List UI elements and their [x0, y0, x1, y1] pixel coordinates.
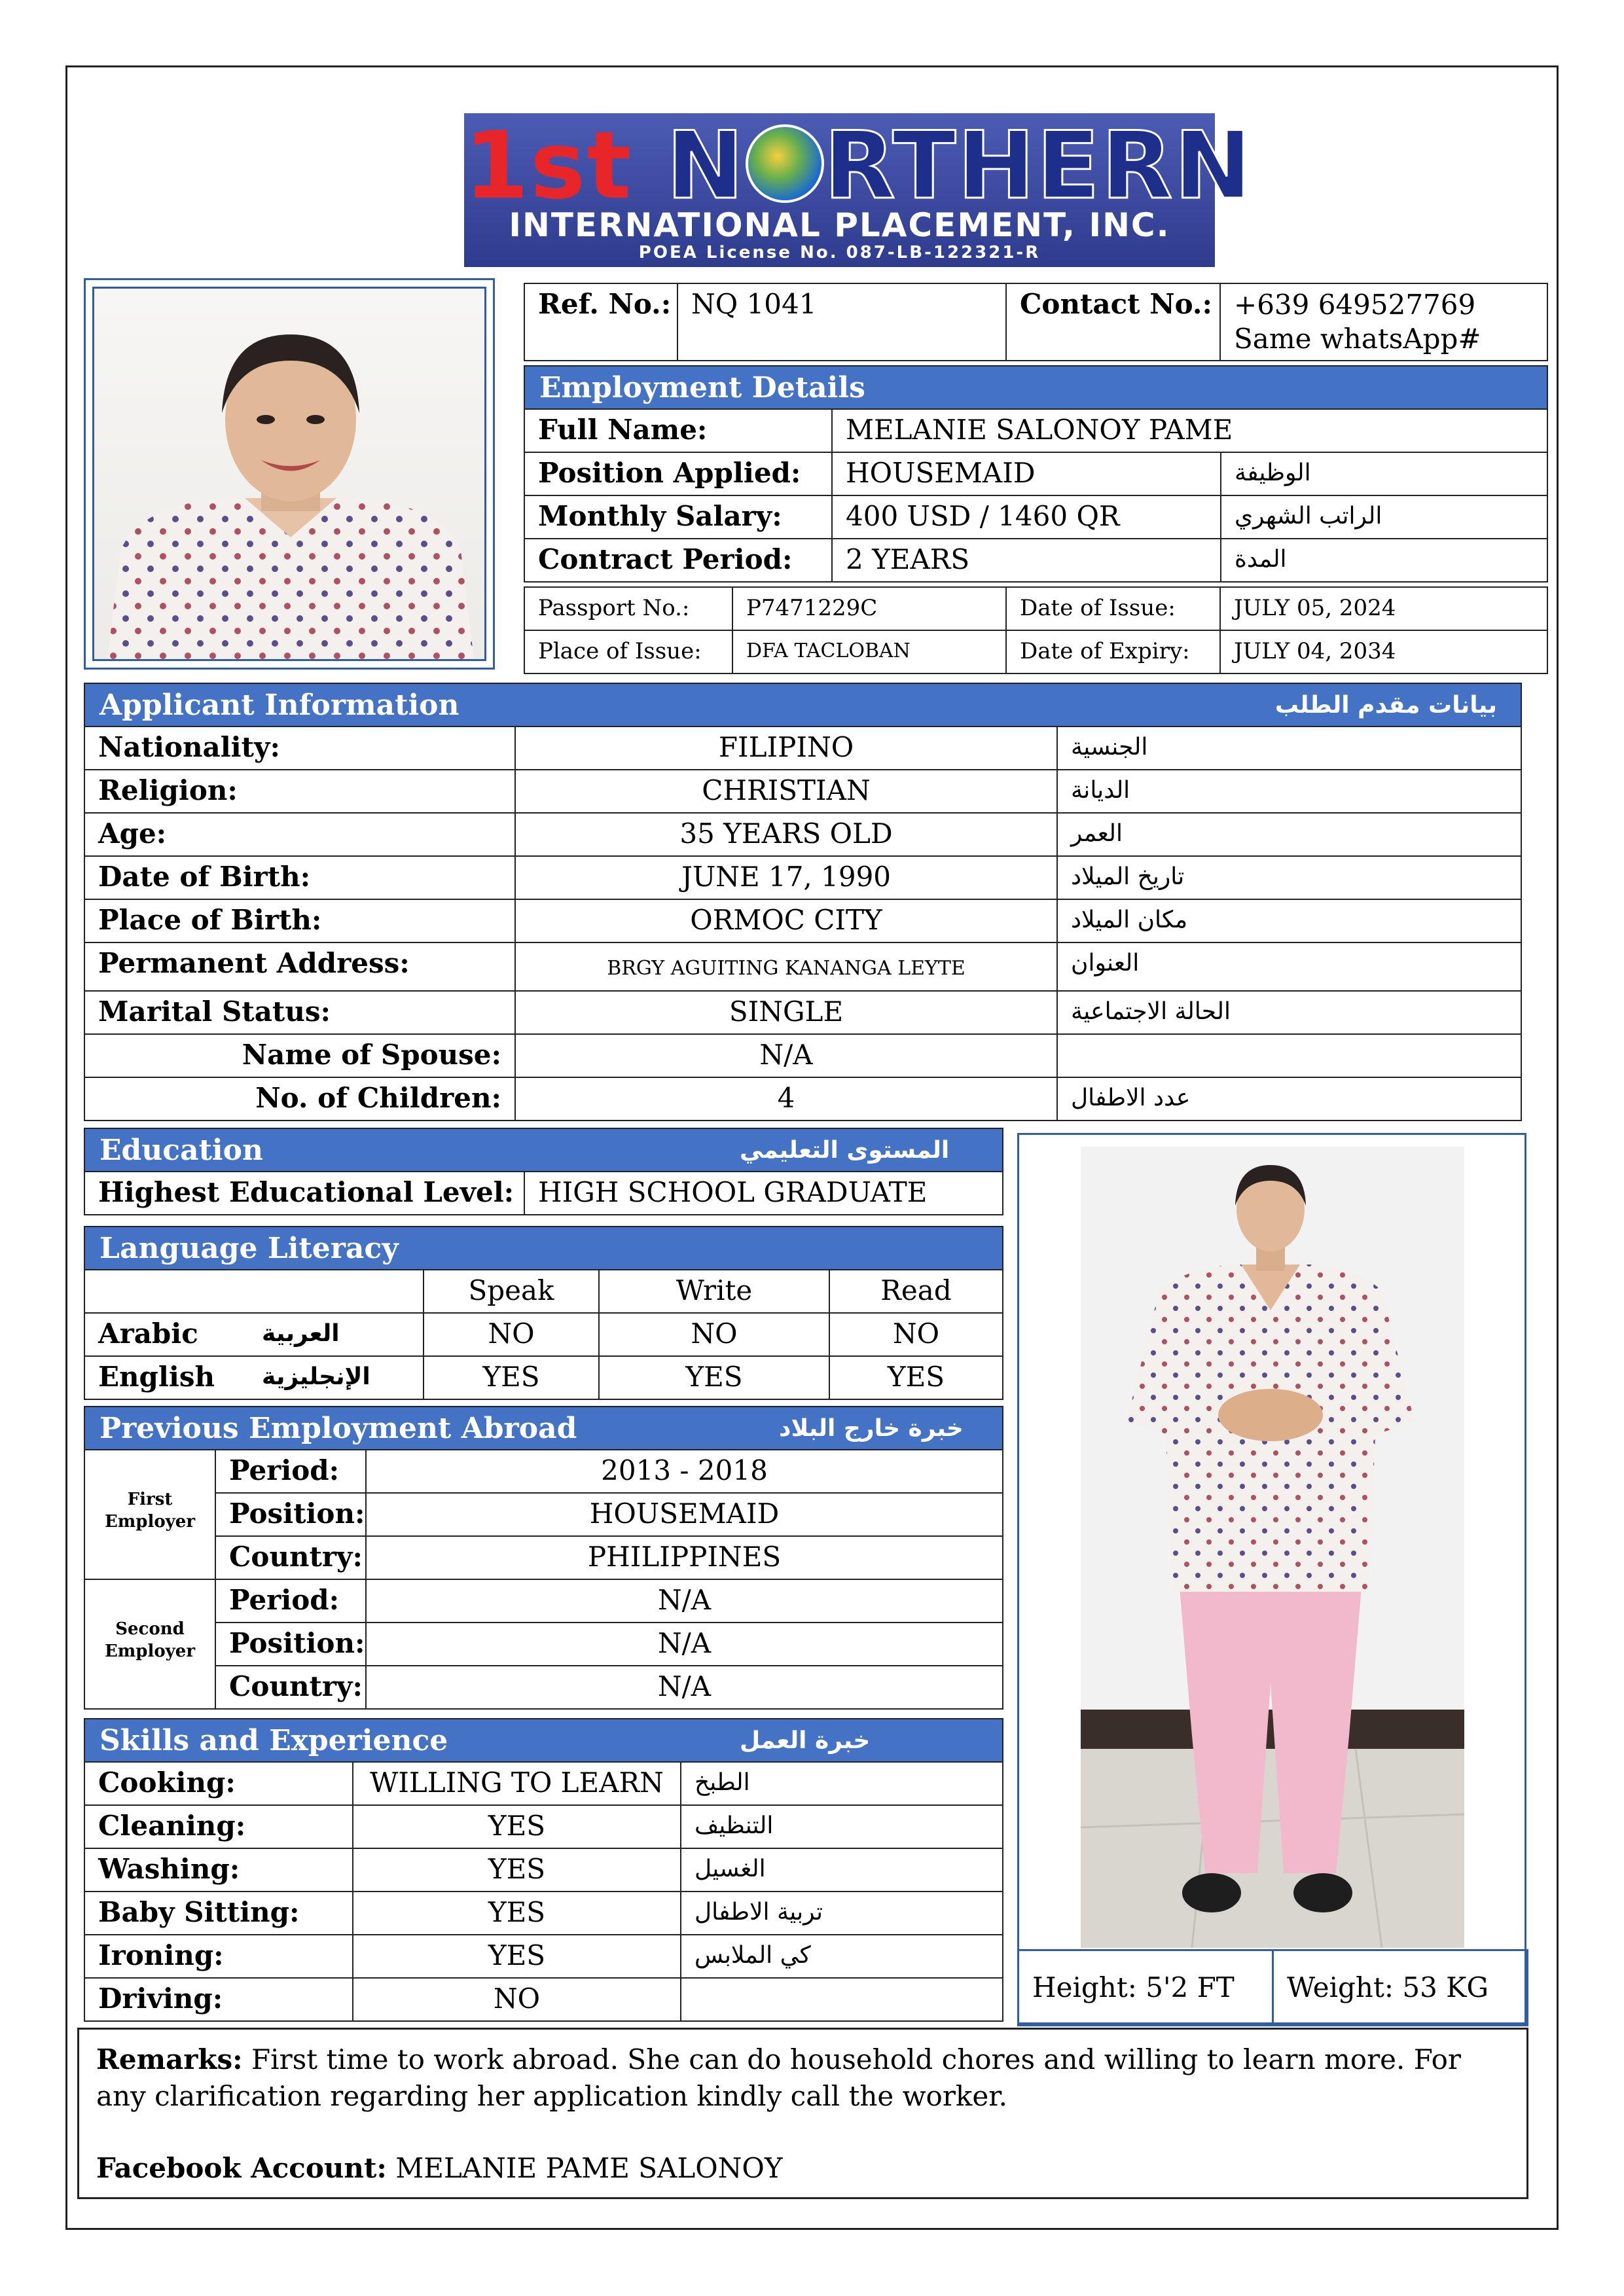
remarks-text: First time to work abroad. She can do household chores and willing to learn more. For any clarification regarding her application kindly call the worker. — [96, 2043, 1461, 2112]
education-title: Education — [99, 1134, 263, 1167]
skills-experience-header — [84, 1718, 1003, 1763]
baby-sitting-label: Baby Sitting: — [84, 1891, 353, 1935]
facebook-value: MELANIE PAME SALONOY — [395, 2152, 783, 2184]
headshot-photo — [92, 287, 486, 661]
ironing-arabic: كي الملابس — [680, 1934, 1003, 1979]
no-of-children-label: No. of Children: — [84, 1077, 516, 1121]
ref-value: NQ 1041 — [677, 283, 1007, 361]
monthly-salary-label: Monthly Salary: — [524, 495, 833, 539]
logo-n: N — [666, 112, 746, 220]
cooking-value: WILLING TO LEARN — [352, 1761, 681, 1806]
contact-note: Same whatsApp# — [1234, 323, 1481, 355]
skills-experience-title-arabic: خبرة العمل — [740, 1727, 871, 1754]
second-employer-country-label: Country: — [215, 1665, 367, 1710]
full-body-illustration — [1081, 1147, 1464, 1948]
first-employer-position-value: HOUSEMAID — [365, 1492, 1003, 1537]
facebook-line — [96, 2150, 1509, 2187]
english-language-cell — [84, 1355, 424, 1400]
contract-period-label: Contract Period: — [524, 538, 833, 583]
driving-arabic — [680, 1977, 1003, 2022]
second-employer-position-value: N/A — [365, 1622, 1003, 1666]
age-arabic: العمر — [1056, 812, 1522, 857]
english-language-arabic: الإنجليزية — [262, 1363, 370, 1390]
full-body-photo-frame — [1017, 1133, 1526, 2024]
passport-no-label: Passport No.: — [524, 586, 733, 631]
full-name-label: Full Name: — [524, 408, 833, 453]
place-of-issue-label: Place of Issue: — [524, 630, 733, 674]
date-of-issue-label: Date of Issue: — [1005, 586, 1221, 631]
place-of-birth-label: Place of Birth: — [84, 899, 516, 943]
contact-number: +639 649527769 — [1234, 289, 1476, 321]
arabic-language-cell — [84, 1312, 424, 1357]
age-value: 35 YEARS OLD — [514, 812, 1058, 857]
headshot-photo-frame — [84, 278, 495, 670]
first-employer-position-label: Position: — [215, 1492, 367, 1537]
education-header — [84, 1128, 1003, 1172]
english-speak: YES — [423, 1355, 600, 1400]
cleaning-value: YES — [352, 1804, 681, 1849]
english-write: YES — [598, 1355, 830, 1400]
position-applied-value: HOUSEMAID — [831, 452, 1221, 496]
headshot-illustration — [94, 289, 484, 659]
monthly-salary-arabic: الراتب الشهري — [1220, 495, 1548, 539]
first-employer-country-value: PHILIPPINES — [365, 1535, 1003, 1580]
arabic-language-arabic: العربية — [262, 1320, 340, 1347]
arabic-read: NO — [829, 1312, 1003, 1357]
no-of-children-arabic: عدد الاطفال — [1056, 1077, 1522, 1121]
language-corner-cell — [84, 1269, 424, 1314]
first-employer-period-label: Period: — [215, 1449, 367, 1494]
full-body-photo — [1081, 1147, 1464, 1948]
col-speak: Speak — [423, 1269, 600, 1314]
logo-license: POEA License No. 087-LB-122321-R — [638, 243, 1041, 262]
globe-icon — [746, 124, 824, 203]
religion-label: Religion: — [84, 769, 516, 814]
ironing-value: YES — [352, 1934, 681, 1979]
agency-logo — [464, 112, 1254, 267]
date-of-expiry-label: Date of Expiry: — [1005, 630, 1221, 674]
marital-status-value: SINGLE — [514, 990, 1058, 1035]
date-of-expiry-value: JULY 04, 2034 — [1219, 630, 1548, 674]
applicant-information-title-arabic: بيانات مقدم الطلب — [1274, 692, 1497, 719]
applicant-information-header — [84, 683, 1522, 727]
logo-1st: 1st — [464, 112, 633, 220]
remarks-label: Remarks: — [96, 2043, 243, 2075]
age-label: Age: — [84, 812, 516, 857]
contact-label: Contact No.: — [1005, 283, 1221, 361]
ironing-label: Ironing: — [84, 1934, 353, 1979]
full-name-value: MELANIE SALONOY PAME — [831, 408, 1548, 453]
second-employer-country-value: N/A — [365, 1665, 1003, 1710]
marital-status-arabic: الحالة الاجتماعية — [1056, 990, 1522, 1035]
second-employer-period-label: Period: — [215, 1579, 367, 1623]
baby-sitting-arabic: تربية الاطفال — [680, 1891, 1003, 1935]
washing-label: Washing: — [84, 1848, 353, 1892]
contract-period-arabic: المدة — [1220, 538, 1548, 583]
cleaning-arabic: التنظيف — [680, 1804, 1003, 1849]
weight-cell: Weight: 53 KG — [1272, 1949, 1528, 2026]
arabic-speak: NO — [423, 1312, 600, 1357]
col-write: Write — [598, 1269, 830, 1314]
highest-educational-level-value: HIGH SCHOOL GRADUATE — [524, 1171, 1003, 1215]
passport-no-value: P7471229C — [732, 586, 1007, 631]
second-employer-position-label: Position: — [215, 1622, 367, 1666]
cleaning-label: Cleaning: — [84, 1804, 353, 1849]
skills-experience-title: Skills and Experience — [99, 1724, 448, 1757]
cooking-arabic: الطبخ — [680, 1761, 1003, 1806]
second-employer-period-value: N/A — [365, 1579, 1003, 1623]
religion-value: CHRISTIAN — [514, 769, 1058, 814]
place-of-birth-value: ORMOC CITY — [514, 899, 1058, 943]
previous-employment-header — [84, 1406, 1003, 1450]
english-read: YES — [829, 1355, 1003, 1400]
driving-value: NO — [352, 1977, 681, 2022]
ref-label: Ref. No.: — [524, 283, 678, 361]
position-applied-label: Position Applied: — [524, 452, 833, 496]
permanent-address-value: BRGY AGUITING KANANGA LEYTE — [514, 942, 1058, 992]
position-applied-arabic: الوظيفة — [1220, 452, 1548, 496]
first-employer-country-label: Country: — [215, 1535, 367, 1580]
previous-employment-title: Previous Employment Abroad — [99, 1412, 577, 1445]
logo-company-name: INTERNATIONAL PLACEMENT, INC. — [509, 206, 1170, 244]
no-of-children-value: 4 — [514, 1077, 1058, 1121]
place-of-issue-value: DFA TACLOBAN — [732, 630, 1007, 674]
logo-rthern: RTHERN — [823, 112, 1254, 220]
permanent-address-arabic: العنوان — [1056, 942, 1522, 992]
name-of-spouse-arabic — [1056, 1033, 1522, 1078]
washing-arabic: الغسيل — [680, 1848, 1003, 1892]
date-of-birth-arabic: تاريخ الميلاد — [1056, 855, 1522, 900]
place-of-birth-arabic: مكان الميلاد — [1056, 899, 1522, 943]
contact-value-cell — [1219, 283, 1548, 361]
second-employer-label: Second Employer — [84, 1579, 216, 1710]
name-of-spouse-label: Name of Spouse: — [84, 1033, 516, 1078]
washing-value: YES — [352, 1848, 681, 1892]
nationality-value: FILIPINO — [514, 726, 1058, 770]
date-of-birth-value: JUNE 17, 1990 — [514, 855, 1058, 900]
english-language-label: English — [98, 1361, 215, 1393]
employment-details-header: Employment Details — [524, 365, 1548, 410]
language-literacy-header: Language Literacy — [84, 1226, 1003, 1270]
height-cell: Height: 5'2 FT — [1017, 1949, 1274, 2026]
name-of-spouse-value: N/A — [514, 1033, 1058, 1078]
applicant-information-title: Applicant Information — [99, 689, 460, 722]
first-employer-period-value: 2013 - 2018 — [365, 1449, 1003, 1494]
permanent-address-label: Permanent Address: — [84, 942, 516, 992]
facebook-label: Facebook Account: — [96, 2152, 387, 2184]
arabic-write: NO — [598, 1312, 830, 1357]
education-title-arabic: المستوى التعليمي — [740, 1137, 950, 1164]
previous-employment-title-arabic: خبرة خارج البلاد — [779, 1415, 964, 1442]
highest-educational-level-label: Highest Educational Level: — [84, 1171, 525, 1215]
religion-arabic: الديانة — [1056, 769, 1522, 814]
date-of-issue-value: JULY 05, 2024 — [1219, 586, 1548, 631]
nationality-arabic: الجنسية — [1056, 726, 1522, 770]
col-read: Read — [829, 1269, 1003, 1314]
baby-sitting-value: YES — [352, 1891, 681, 1935]
remarks-paragraph — [96, 2041, 1509, 2115]
nationality-label: Nationality: — [84, 726, 516, 770]
marital-status-label: Marital Status: — [84, 990, 516, 1035]
date-of-birth-label: Date of Birth: — [84, 855, 516, 900]
contract-period-value: 2 YEARS — [831, 538, 1221, 583]
monthly-salary-value: 400 USD / 1460 QR — [831, 495, 1221, 539]
remarks-box — [77, 2028, 1528, 2199]
first-employer-label: First Employer — [84, 1449, 216, 1580]
driving-label: Driving: — [84, 1977, 353, 2022]
arabic-language-label: Arabic — [98, 1318, 198, 1350]
cooking-label: Cooking: — [84, 1761, 353, 1806]
